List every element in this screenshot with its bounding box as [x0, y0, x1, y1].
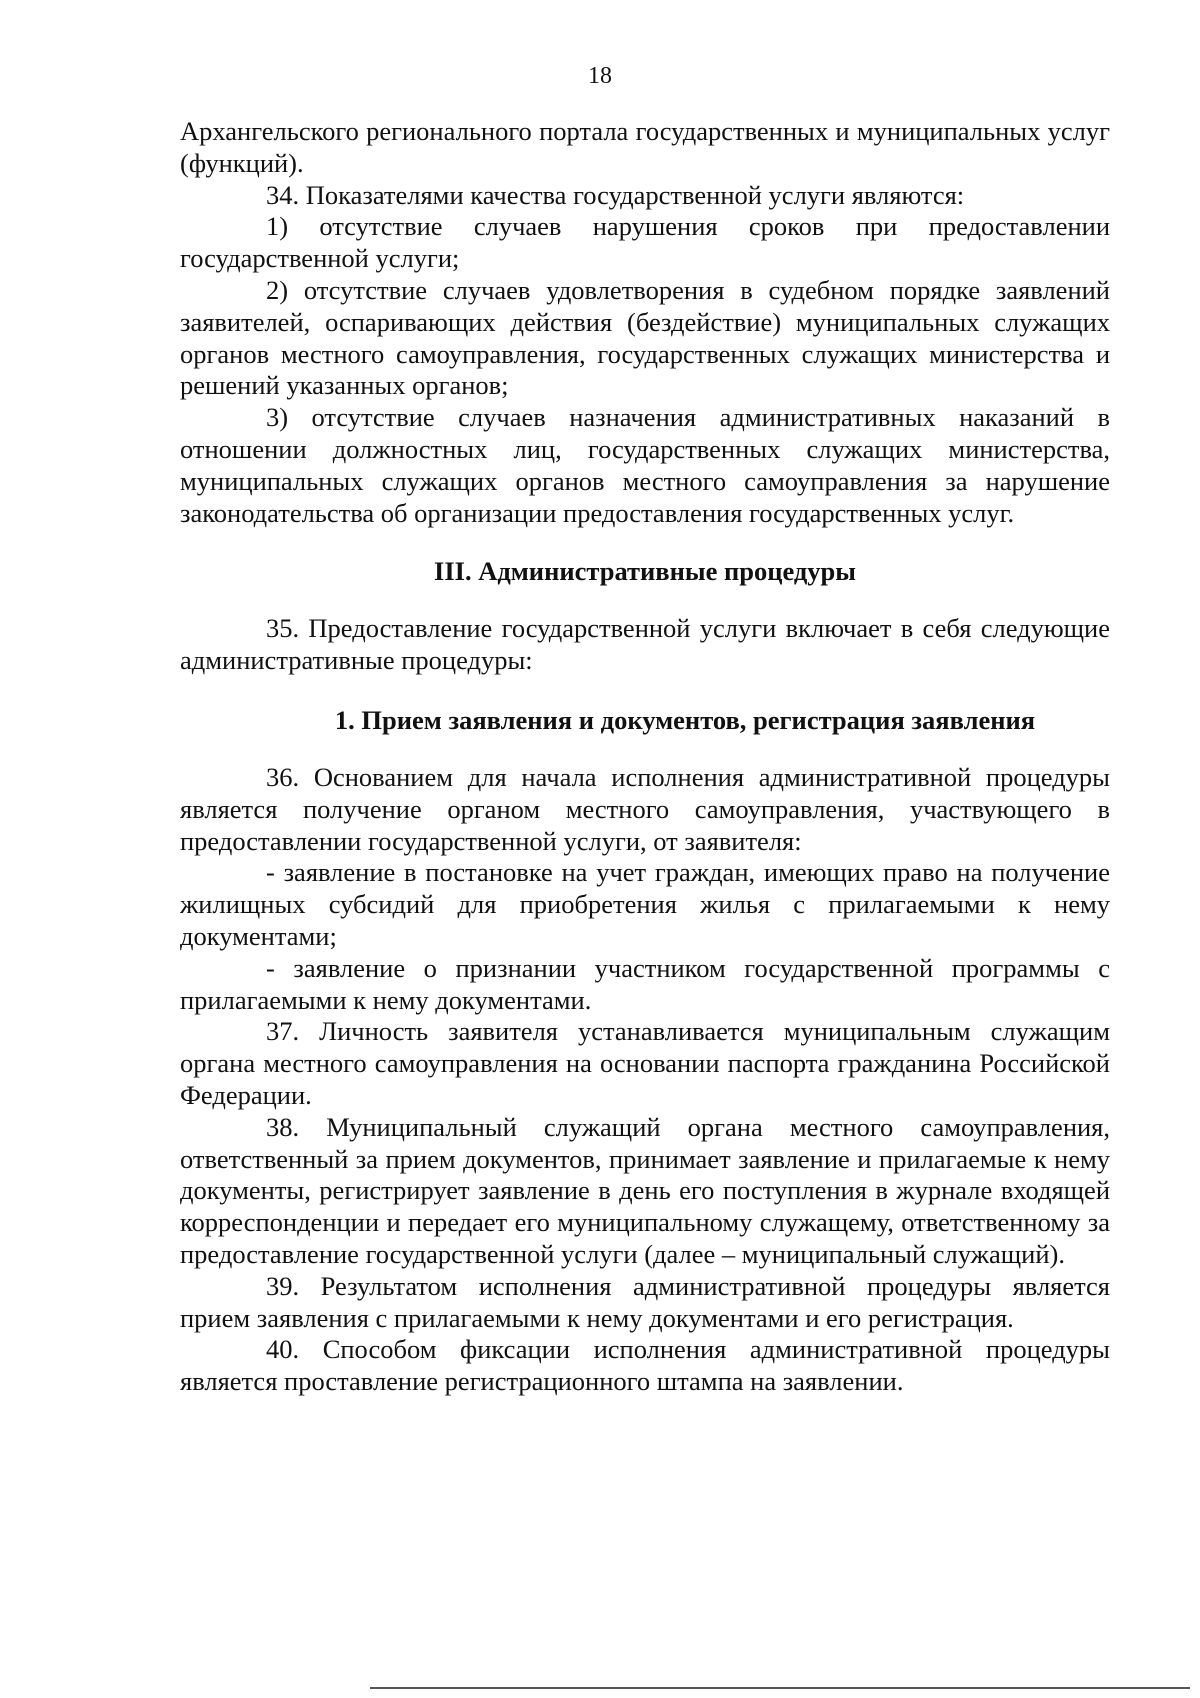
paragraph-36: 36. Основанием для начала исполнения административной процедуры является получение органом местного самоуправления, участвующего в предоставлении государственной услуги, от заявителя: — [180, 761, 1110, 856]
paragraph-38: 38. Муниципальный служащий органа местного самоуправления, ответственный за прием документов, принимает заявление и прилагаемые к нему документы, регистрирует заявление в день его поступления в журнале входящей корреспонденции и передает его муниципальному служащему, ответственному за предоставление государственной услуги (далее – муниципальный служащий). — [180, 1111, 1110, 1269]
subsection-heading: 1. Прием заявления и документов, регистрация заявления — [334, 704, 1036, 735]
document-body — [180, 116, 1110, 1398]
paragraph-intro-continuation: Архангельского регионального портала государственных и муниципальных услуг (функций). — [180, 116, 1110, 178]
paragraph-36-bullet-2: - заявление о признании участником государственной программы с прилагаемыми к нему документами. — [180, 952, 1110, 1015]
scan-edge-line — [370, 1687, 1190, 1689]
paragraph-35: 35. Предоставление государственной услуги включает в себя следующие административные процедуры: — [180, 613, 1110, 676]
paragraph-34: 34. Показателями качества государственной услуги являются: — [266, 179, 965, 210]
paragraph-40: 40. Способом фиксации исполнения административной процедуры является проставление регистрационного штампа на заявлении. — [180, 1334, 1110, 1397]
paragraph-34-item-1: 1) отсутствие случаев нарушения сроков при предоставлении государственной услуги; — [180, 211, 1110, 274]
paragraph-34-item-3: 3) отсутствие случаев назначения административных наказаний в отношении должностных лиц, государственных служащих министерства, муниципальных служащих органов местного самоуправления за нарушение законодательства об организации предоставления государственных услуг. — [180, 402, 1110, 528]
paragraph-37: 37. Личность заявителя устанавливается муниципальным служащим органа местного самоуправления на основании паспорта гражданина Российской Федерации. — [180, 1016, 1110, 1110]
page-number: 18 — [588, 63, 612, 89]
paragraph-39: 39. Результатом исполнения административной процедуры является прием заявления с прилагаемыми к нему документами и его регистрация. — [180, 1270, 1110, 1333]
paragraph-34-item-2: 2) отсутствие случаев удовлетворения в судебном порядке заявлений заявителей, оспаривающих действия (бездействие) муниципальных служащих органов местного самоуправления, государственных служащих министерства и решений указанных органов; — [180, 274, 1110, 401]
paragraph-36-bullet-1: - заявление в постановке на учет граждан, имеющих право на получение жилищных субсидий для приобретения жилья с прилагаемыми к нему документами; — [180, 857, 1110, 951]
section-heading: III. Административные процедуры — [434, 556, 856, 587]
